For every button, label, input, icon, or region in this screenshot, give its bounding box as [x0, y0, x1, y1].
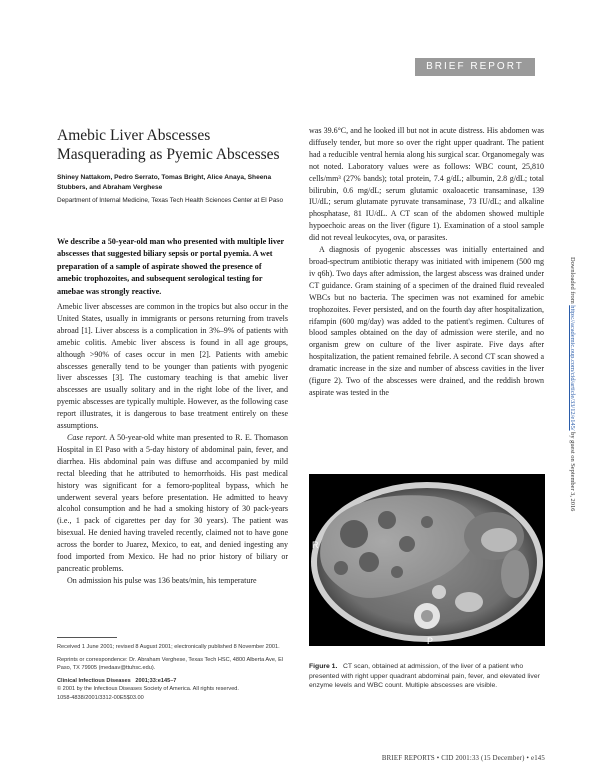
received-note: Received 1 June 2001; revised 8 August 2001; electronically published 8 November 2001. — [57, 644, 280, 650]
footnote-divider — [57, 637, 117, 638]
author-list: Shiney Nattakom, Pedro Serrato, Tomas Bright, Alice Anaya, Sheena Stubbers, and Abraham Verghese — [57, 174, 272, 191]
affiliation: Department of Internal Medicine, Texas Tech Health Sciences Center at El Paso — [57, 197, 284, 204]
ct-scan-image — [309, 474, 545, 646]
reprints-note: Reprints or correspondence: Dr. Abraham Verghese, Texas Tech HSC, 4800 Alberta Ave, El Paso, TX 79905 (medaav@ttuhsc.edu). — [57, 656, 284, 672]
download-link[interactable]: https://academic.oup.com/cid/article/33/12/e145/ — [569, 305, 576, 431]
caption-text: CT scan, obtained at admission, of the liver of a patient who presented with right upper quadrant abdominal pain, fever, and elevated liver enzyme levels and WBC count. Multiple abscesses are visible. — [309, 663, 540, 690]
citation-block — [57, 677, 293, 703]
body-paragraph: was 39.6°C, and he looked ill but not in acute distress. His abdomen was diffusely tender, but more so over the right upper quadrant. The patient had a reducible ventral hernia along his surgical scar. Organomegaly was not noted. Laboratory values were as follows: WBC count, 25,810 cells/mm³ (27% bands); total protein, 7.4 g/dL; albumin, 2.8 g/dL; total bilirubin, 0.6 mg/dL; serum glutamic oxaloacetic transaminase, 139 IU/dL; serum glutamate pyruvate transaminase, 73 IU/dL; and alkaline phosphatase, 81 IU/dL. A CT scan of the abdomen showed multiple hypoechoic areas on the liver (figure 1). Examination of a stool sample did not reveal leukocytes, ova, or parasites. — [309, 126, 544, 243]
abstract: We describe a 50-year-old man who presented with multiple liver abscesses that suggested biliary sepsis or portal pyemia. A wet preparation of a sample of aspirate showed the presence of amebic trophozoites, and subsequent serological testing for amebae was strongly reactive. — [57, 237, 285, 296]
body-paragraph: A diagnosis of pyogenic abscesses was initially entertained and broad-spectrum antibiotic therapy was initiated with imipenem (500 mg iv q6h). Two days after admission, the largest abscess was drained under CT guidance. Gram staining of a specimen of the drained fluid revealed WBCs but no bacteria. The specimen was not examined for amebic trophozoites. Fever persisted, and on the fourth day after hospitalization, rifampin (600 mg/day) was added to the patient's regimen. Cultures of blood samples obtained on the day of admission were sterile, and no organism grew on culture of the liver aspirate. Five days after hospitalization, the patient remained febrile. A second CT scan showed a dramatic increase in the size and number of abscess cavities in the liver (figure 2). Two of the abscesses were drained, and the reddish brown aspirate was tested in the — [309, 245, 544, 397]
orientation-label-p: P — [427, 636, 434, 646]
section-banner: BRIEF REPORT — [415, 58, 535, 76]
figure-caption — [309, 662, 545, 691]
aorta — [432, 585, 446, 599]
run-in-heading: Case report. — [67, 432, 108, 442]
body-column-left — [57, 301, 288, 587]
paragraph-text: A 50-year-old white man presented to R. E. Thomason Hospital in El Paso with a 5-day history of abdominal pain, fever, and diarrhea. His abdominal pain was diffuse and accompanied by mild rectal bleeding that he attributed to hemorrhoids. His past medical history was significant for a femoro-popliteal bypass, which he underwent several years before presentation. He admitted to heavy alcohol consumption and he had a smoking history of 30 pack-years (i.e., 1 pack of cigarettes per day for 30 years). The patient was bisexual. He denied having traveled recently, claimed not to have gone across the border to Juarez, Mexico, to eat, and denied ingesting any food imported from Mexico. He had no prior history of biliary or pancreatic problems. — [57, 432, 289, 573]
journal-name: Clinical Infectious Diseases — [57, 677, 131, 684]
body-paragraph: On admission his pulse was 136 beats/min, his temperature — [67, 575, 257, 585]
copyright-note: © 2001 by the Infectious Diseases Society of America. All rights reserved. — [57, 686, 239, 693]
issn-note: 1058-4838/2001/3312-00E5$03.00 — [57, 694, 144, 701]
body-paragraph: Amebic liver abscesses are common in the tropics but also occur in the United States, usually in immigrants or persons returning from travels abroad [1]. Liver abscess is a complication in 3%–9% of patients with amebic colitis. Amebic liver abscess is found in all age groups, although >90% of cases occur in men [2]. Patients with amebic abscesses generally tend to be younger than patients with pyogenic liver abscesses [3]. The customary teaching is that amebic liver abscesses are usually solitary and in the right lobe of the liver, and pyemic abscesses are typically multiple. However, as the following case report illustrates, it is dangerous to base treatment entirely on these assumptions. — [57, 302, 288, 431]
spleen — [501, 550, 529, 598]
orientation-label-r: R — [312, 540, 319, 550]
download-sidebar — [566, 257, 576, 537]
figure-label: Figure 1. — [309, 663, 338, 670]
ct-scan-figure — [309, 474, 545, 646]
abscess — [378, 511, 396, 529]
abscess — [334, 561, 348, 575]
download-note: Downloaded from https://academic.oup.com/cid/article/33/12/e145/ by guest on September 3, 2016 — [569, 257, 576, 512]
footnotes — [57, 643, 293, 707]
article-title: Amebic Liver Abscesses Masquerading as Pyemic Abscesses — [57, 127, 280, 163]
page-footer: BRIEF REPORTS • CID 2001:33 (15 December) • e145 — [381, 755, 545, 762]
abscess — [421, 516, 433, 528]
abscess — [340, 520, 368, 548]
journal-citation: 2001;33:e145–7 — [135, 677, 177, 684]
body-paragraph — [57, 432, 288, 575]
kidney — [455, 592, 483, 612]
abscess — [391, 566, 403, 578]
abscess — [359, 552, 379, 572]
body-column-right — [309, 125, 544, 399]
abscess — [399, 536, 415, 552]
